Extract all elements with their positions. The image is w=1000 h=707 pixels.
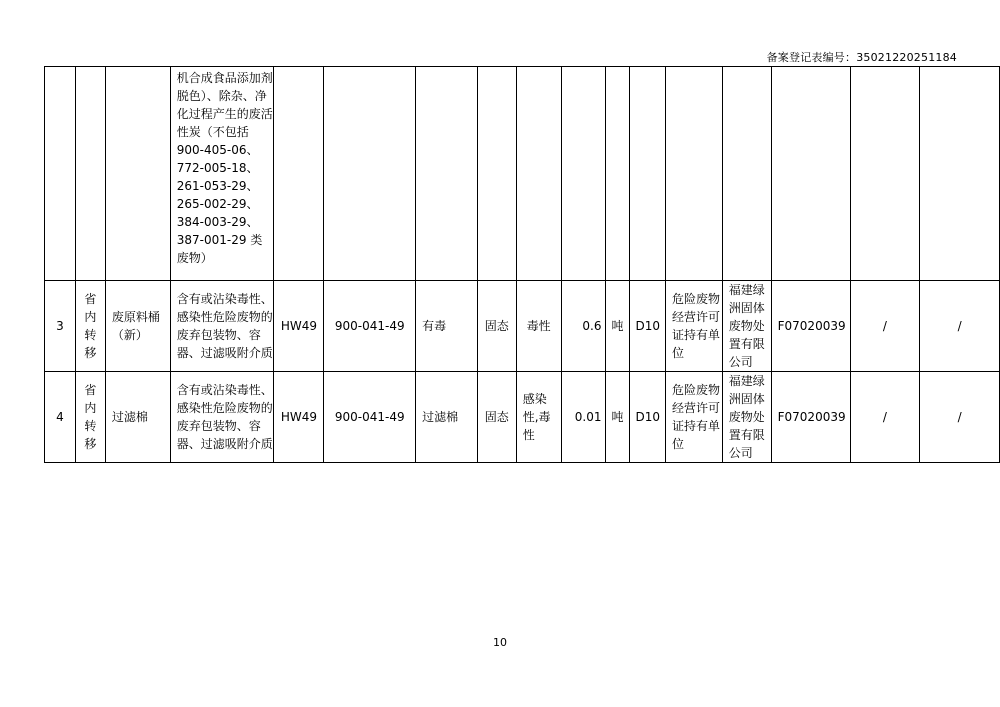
cell-code: 900-041-49 [324,281,416,372]
cell-no: 4 [45,372,76,463]
cell-description: 含有或沾染毒性、感染性危险废物的废弃包装物、容器、过滤吸附介质 [170,281,274,372]
cell-extra1: / [850,372,920,463]
table-row [45,281,1000,372]
cell-harmful: 过滤棉 [416,372,478,463]
table-row [45,372,1000,463]
cell-method: D10 [630,372,666,463]
waste-transfer-table [44,66,1000,463]
cell-code: 900-041-49 [324,372,416,463]
cell-description: 含有或沾染毒性、感染性危险废物的废弃包装物、容器、过滤吸附介质 [170,372,274,463]
cell-qty: 0.01 [561,372,605,463]
cell-name: 废原料桶（新） [105,281,170,372]
cell-permit: 危险废物经营许可证持有单位 [665,281,722,372]
cell-transfer: 省内转移 [75,372,105,463]
cell-no: 3 [45,281,76,372]
cell-description: 机合成食品添加剂脱色）、除杂、净化过程产生的废活性炭（不包括 900-405-06、772-005-18、261-053-29、265-002-29、384-003-29、387-001-29 类废物） [170,67,274,281]
table-row-continued [45,67,1000,281]
cell-category: HW49 [274,281,324,372]
cell-form: 固态 [477,281,516,372]
cell-receiver: 福建绿洲固体废物处置有限公司 [722,372,771,463]
cell-receiver: 福建绿洲固体废物处置有限公司 [722,281,771,372]
cell-hazard: 毒性 [516,281,561,372]
cell-extra1: / [850,281,920,372]
cell-qty: 0.6 [561,281,605,372]
cell-license: F07020039 [771,372,850,463]
cell-category: HW49 [274,372,324,463]
cell-license: F07020039 [771,281,850,372]
cell-name: 过滤棉 [105,372,170,463]
cell-form: 固态 [477,372,516,463]
registration-number: 备案登记表编号：35021220251184 [766,51,957,64]
cell-unit: 吨 [605,281,630,372]
cell-permit: 危险废物经营许可证持有单位 [665,372,722,463]
page-number: 10 [493,636,507,649]
cell-unit: 吨 [605,372,630,463]
cell-method: D10 [630,281,666,372]
cell-hazard: 感染性,毒性 [516,372,561,463]
cell-transfer: 省内转移 [75,281,105,372]
cell-extra2: / [920,372,1000,463]
cell-harmful: 有毒 [416,281,478,372]
cell-extra2: / [920,281,1000,372]
